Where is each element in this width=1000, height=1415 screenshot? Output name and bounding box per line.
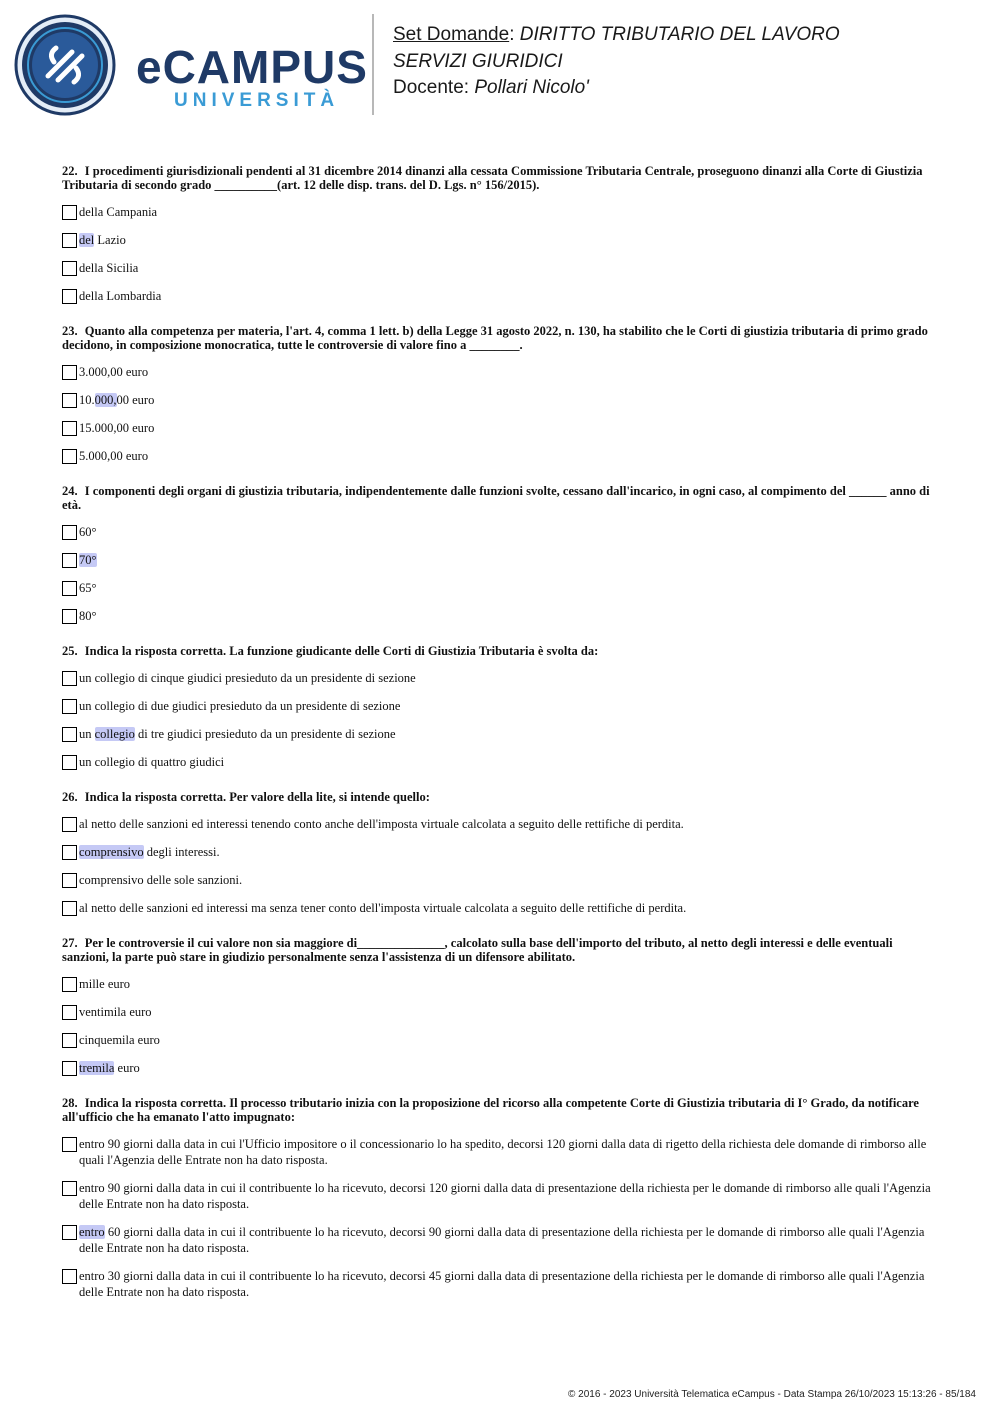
answer-option[interactable] [62, 204, 942, 220]
highlighted-text: 70° [79, 553, 97, 567]
answer-checkbox[interactable] [62, 977, 77, 992]
answer-option[interactable] [62, 1060, 942, 1076]
answer-text [79, 552, 942, 568]
answer-checkbox[interactable] [62, 699, 77, 714]
answer-text-segment: entro 90 giorni dalla data in cui il contribuente lo ha ricevuto, decorsi 120 giorni dalla data di presentazione della richiesta per le domande di rimborso alle quali l'Agenzia delle Entrate non ha dato risposta. [79, 1181, 931, 1211]
course-info [393, 22, 983, 102]
question-text [62, 644, 942, 658]
question-body: I componenti degli organi di giustizia tributaria, indipendentemente dalle funzioni svolte, cessano dall'incarico, in ogni caso, al compimento del ______ anno di età. [62, 484, 930, 512]
answer-checkbox[interactable] [62, 449, 77, 464]
header-divider [372, 14, 374, 115]
answer-text [79, 204, 942, 220]
answer-text [79, 754, 942, 770]
question-text [62, 324, 942, 352]
docente-name: Pollari Nicolo' [474, 77, 589, 98]
answer-text [79, 1032, 942, 1048]
answer-text [79, 844, 942, 860]
question-block [62, 644, 942, 770]
set-label: Set Domande [393, 24, 510, 45]
answer-text [79, 872, 942, 888]
answer-checkbox[interactable] [62, 1225, 77, 1240]
answer-text-segment: 60° [79, 525, 97, 539]
question-block [62, 164, 942, 304]
answer-option[interactable] [62, 698, 942, 714]
answer-text [79, 670, 942, 686]
answer-option[interactable] [62, 1004, 942, 1020]
question-body: Indica la risposta corretta. Per valore della lite, si intende quello: [84, 790, 430, 804]
docente-label: Docente: [393, 77, 470, 98]
docente-line [393, 75, 983, 102]
answer-checkbox[interactable] [62, 727, 77, 742]
answer-text-segment: della Sicilia [79, 261, 139, 275]
question-block [62, 1096, 942, 1300]
answer-text [79, 1224, 942, 1256]
answer-text [79, 726, 942, 742]
answer-option[interactable] [62, 392, 942, 408]
answer-checkbox[interactable] [62, 1137, 77, 1152]
answer-checkbox[interactable] [62, 1269, 77, 1284]
answer-text [79, 1060, 942, 1076]
answer-text [79, 524, 942, 540]
logo-wordmark: eCAMPUS [136, 41, 368, 93]
answer-checkbox[interactable] [62, 1181, 77, 1196]
answer-checkbox[interactable] [62, 205, 77, 220]
highlighted-text: collegio [94, 727, 135, 741]
answer-text-segment: entro 90 giorni dalla data in cui l'Ufficio impositore o il concessionario lo ha spedito, decorsi 120 giorni dalla data di rigetto della richiesta dele domande di rimborso alle quali l'Agenzia delle Entrate non ha dato risposta. [79, 1137, 927, 1167]
answer-option[interactable] [62, 1032, 942, 1048]
answer-text-segment: 15.000,00 euro [79, 421, 155, 435]
question-number: 25. [62, 644, 78, 658]
answer-text [79, 420, 942, 436]
page-header [0, 0, 1000, 130]
course-subtitle: SERVIZI GIURIDICI [393, 50, 563, 72]
answer-text-segment: comprensivo delle sole sanzioni. [79, 873, 243, 887]
question-text [62, 164, 942, 192]
ecampus-logo [14, 14, 368, 116]
answer-text-segment: entro 30 giorni dalla data in cui il contribuente lo ha ricevuto, decorsi 45 giorni dalla data di presentazione della richiesta per le domande di rimborso alle quali l'Agenzia delle Entrate non ha dato risposta. [79, 1269, 925, 1299]
course-title-line: Set Domande: DIRITTO TRIBUTARIO DEL LAVORO [393, 24, 840, 45]
answer-text-segment: un collegio di cinque giudici presieduto da un presidente di sezione [79, 671, 416, 685]
answer-text [79, 1268, 942, 1300]
answer-option[interactable] [62, 580, 942, 596]
answer-checkbox[interactable] [62, 873, 77, 888]
answer-text-segment: un [79, 727, 95, 741]
answer-text [79, 232, 942, 248]
answer-checkbox[interactable] [62, 1005, 77, 1020]
question-number: 22. [62, 164, 78, 178]
highlighted-text: entro [79, 1225, 105, 1239]
question-body: I procedimenti giurisdizionali pendenti al 31 dicembre 2014 dinanzi alla cessata Commissione Tributaria Centrale, proseguono dinanzi alla Corte di Giustizia Tributaria di secondo grado __________(art. 12 delle disp. trans. del D. Lgs. n° 156/2015). [62, 164, 923, 192]
answer-option[interactable] [62, 844, 942, 860]
logo-subtitle: UNIVERSITÀ [174, 90, 340, 111]
answer-option[interactable] [62, 420, 942, 436]
answer-text-segment: al netto delle sanzioni ed interessi tenendo conto anche dell'imposta virtuale calcolata a seguito delle rettifiche di perdita. [79, 817, 684, 831]
answer-text-segment: 80° [79, 609, 97, 623]
answer-option[interactable] [62, 816, 942, 832]
answer-text-segment: 3.000,00 euro [79, 365, 149, 379]
question-body: Indica la risposta corretta. La funzione giudicante delle Corti di Giustizia Tributaria è svolta da: [84, 644, 599, 658]
answer-text-segment: della Campania [79, 205, 158, 219]
answer-option[interactable] [62, 1180, 942, 1212]
answer-option[interactable] [62, 288, 942, 304]
answer-text [79, 580, 942, 596]
question-number: 24. [62, 484, 78, 498]
question-body: Quanto alla competenza per materia, l'art. 4, comma 1 lett. b) della Legge 31 agosto 2022, n. 130, ha stabilito che le Corti di giustizia tributaria di primo grado decidono, in composizione monocratica, tutte le controversie di valore fino a ________. [62, 324, 928, 352]
highlighted-text: 000, [94, 393, 117, 407]
answer-text [79, 392, 942, 408]
answer-checkbox[interactable] [62, 553, 77, 568]
answer-text-segment: euro [114, 1061, 140, 1075]
answer-checkbox[interactable] [62, 609, 77, 624]
answer-text-segment: Lazio [94, 233, 126, 247]
answer-text-segment: 60 giorni dalla data in cui il contribuente lo ha ricevuto, decorsi 90 giorni dalla data di presentazione della richiesta per le domande di rimborso alle quali l'Agenzia delle Entrate non ha dato risposta. [79, 1225, 925, 1255]
answer-option[interactable] [62, 1268, 942, 1300]
answer-option[interactable] [62, 1136, 942, 1168]
answer-text-segment: un collegio di quattro giudici [79, 755, 225, 769]
question-body: Indica la risposta corretta. Il processo tributario inizia con la proposizione del ricorso alla competente Corte di Giustizia tributaria di I° Grado, da notificare all'ufficio che ha emanato l'atto impugnato: [62, 1096, 919, 1124]
question-text [62, 936, 942, 964]
question-body: Per le controversie il cui valore non sia maggiore di______________, calcolato sulla base dell'importo del tributo, al netto degli interessi e delle eventuali sanzioni, la parte può stare in giudizio personalmente senza l'assistenza di un difensore abilitato. [62, 936, 893, 964]
answer-checkbox[interactable] [62, 817, 77, 832]
highlighted-text: del [79, 233, 95, 247]
answer-option[interactable] [62, 524, 942, 540]
answer-checkbox[interactable] [62, 525, 77, 540]
answer-option[interactable] [62, 448, 942, 464]
answer-text [79, 288, 942, 304]
answer-option[interactable] [62, 552, 942, 568]
answer-option[interactable] [62, 260, 942, 276]
answer-checkbox[interactable] [62, 901, 77, 916]
answer-option[interactable] [62, 670, 942, 686]
answer-text [79, 976, 942, 992]
answer-checkbox[interactable] [62, 755, 77, 770]
answer-checkbox[interactable] [62, 671, 77, 686]
answer-checkbox[interactable] [62, 421, 77, 436]
answer-text [79, 1180, 942, 1212]
answer-text [79, 608, 942, 624]
answer-option[interactable] [62, 608, 942, 624]
answer-text-segment: degli interessi. [143, 845, 220, 859]
question-text [62, 790, 942, 804]
answer-text-segment: mille euro [79, 977, 131, 991]
answer-text-segment: 10. [79, 393, 95, 407]
answer-option[interactable] [62, 364, 942, 380]
answer-text [79, 900, 942, 916]
answer-checkbox[interactable] [62, 581, 77, 596]
question-number: 26. [62, 790, 78, 804]
ecampus-emblem-icon [14, 14, 124, 116]
question-block [62, 484, 942, 624]
answer-text-segment: un collegio di due giudici presieduto da un presidente di sezione [79, 699, 401, 713]
answer-option[interactable] [62, 900, 942, 916]
question-text [62, 1096, 942, 1124]
question-list [62, 164, 942, 1320]
answer-checkbox[interactable] [62, 289, 77, 304]
question-number: 23. [62, 324, 78, 338]
answer-text [79, 448, 942, 464]
answer-option[interactable] [62, 726, 942, 742]
answer-option[interactable] [62, 976, 942, 992]
answer-text-segment: della Lombardia [79, 289, 162, 303]
answer-checkbox[interactable] [62, 233, 77, 248]
highlighted-text: tremila [79, 1061, 115, 1075]
answer-text [79, 1136, 942, 1168]
answer-checkbox[interactable] [62, 845, 77, 860]
answer-checkbox[interactable] [62, 1061, 77, 1076]
answer-text [79, 1004, 942, 1020]
page-footer: © 2016 - 2023 Università Telematica eCampus - Data Stampa 26/10/2023 15:13:26 - 85/184 [568, 1389, 976, 1400]
answer-checkbox[interactable] [62, 393, 77, 408]
answer-text [79, 364, 942, 380]
answer-option[interactable] [62, 1224, 942, 1256]
answer-checkbox[interactable] [62, 261, 77, 276]
answer-checkbox[interactable] [62, 1033, 77, 1048]
answer-text [79, 698, 942, 714]
question-number: 27. [62, 936, 78, 950]
answer-text-segment: 00 euro [116, 393, 155, 407]
answer-text [79, 260, 942, 276]
highlighted-text: comprensivo [79, 845, 144, 859]
question-number: 28. [62, 1096, 78, 1110]
question-block [62, 790, 942, 916]
question-block [62, 936, 942, 1076]
answer-option[interactable] [62, 232, 942, 248]
question-block [62, 324, 942, 464]
answer-text-segment: ventimila euro [79, 1005, 152, 1019]
answer-text-segment: cinquemila euro [79, 1033, 160, 1047]
answer-text-segment: di tre giudici presieduto da un presidente di sezione [134, 727, 396, 741]
course-title: DIRITTO TRIBUTARIO DEL LAVORO [519, 24, 840, 45]
answer-text-segment: 65° [79, 581, 97, 595]
answer-option[interactable] [62, 754, 942, 770]
answer-text-segment: al netto delle sanzioni ed interessi ma senza tener conto dell'imposta virtuale calcolata a seguito delle rettifiche di perdita. [79, 901, 687, 915]
answer-text-segment: 5.000,00 euro [79, 449, 149, 463]
answer-checkbox[interactable] [62, 365, 77, 380]
answer-text [79, 816, 942, 832]
question-text [62, 484, 942, 512]
answer-option[interactable] [62, 872, 942, 888]
